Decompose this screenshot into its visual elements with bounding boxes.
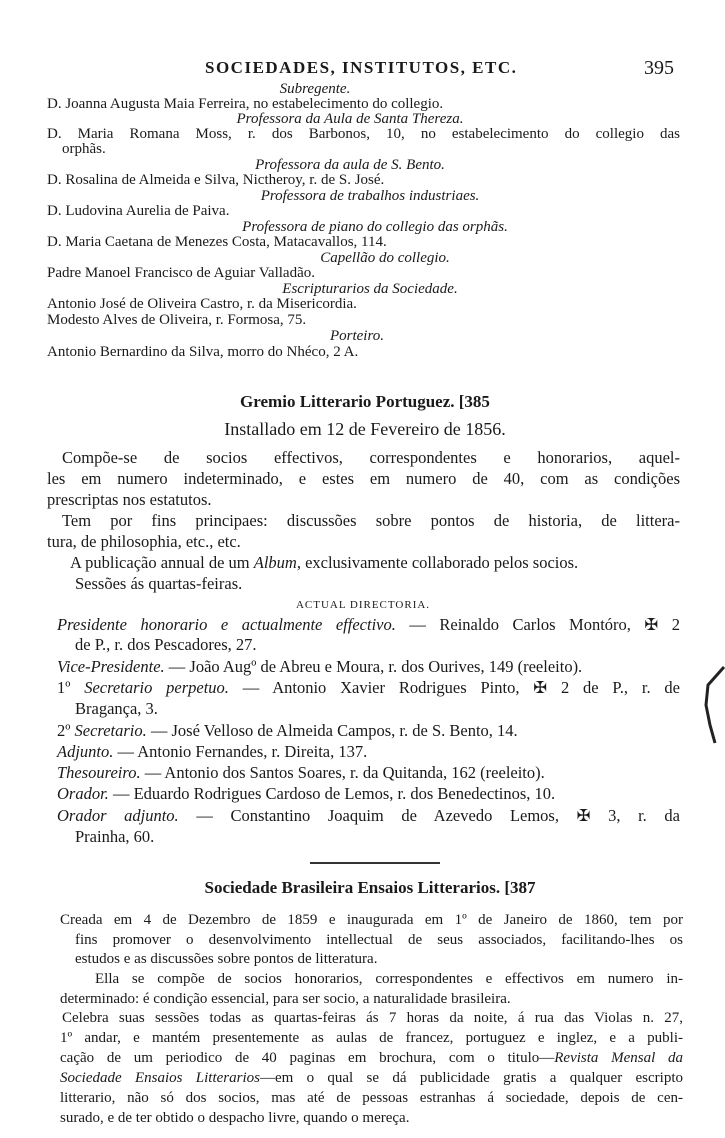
role-heading: Escripturarios da Sociedade. (282, 281, 458, 297)
role-heading: Porteiro. (329, 328, 385, 344)
staff-entry: D. Maria Caetana de Menezes Costa, Matacavallos, 114. (47, 234, 387, 250)
paragraph-line: Compõe-se de socios effectivos, correspondentes e honorarios, aquel- (62, 449, 680, 467)
paragraph-line: Ella se compõe de socios honorarios, correspondentes e effectivos em numero in- (95, 971, 683, 987)
role: Adjunto. (57, 742, 114, 761)
role-heading: Professora da aula de S. Bento. (255, 157, 445, 173)
paragraph-line: prescriptas nos estatutos. (47, 490, 212, 509)
paragraph-line: les em numero indeterminado, e estes em numero de 40, com as condições (47, 470, 680, 488)
page-number: 395 (644, 57, 674, 79)
staff-entry: D. Rosalina de Almeida e Silva, Nictheroy, r. de S. José. (47, 172, 385, 188)
paragraph-line: fins promover o desenvolvimento intellectual de seus associados, facilitando-lhes os (75, 932, 683, 948)
directory-entry (57, 679, 680, 697)
staff-entry: D. Joanna Augusta Maia Ferreira, no estabelecimento do collegio. (47, 96, 444, 112)
paragraph-line: determinado: é condição essencial, para ser socio, a naturalidade brasileira. (60, 991, 511, 1007)
prefix: 1º (57, 679, 85, 697)
staff-entry: Padre Manoel Francisco de Aguiar Valladão. (47, 265, 315, 281)
directory-entry (57, 807, 680, 825)
section-divider (310, 862, 440, 864)
text: — Constantino Joaquim de Azevedo Lemos, ✠ 3, r. da (178, 807, 680, 825)
text: —em o qual se dá publicidade gratis a qualquer escripto (259, 1070, 683, 1086)
role-heading: Capellão do collegio. (320, 250, 450, 266)
paragraph-line (70, 554, 578, 572)
paragraph-line (60, 1049, 683, 1067)
prefix: 2º (57, 721, 75, 740)
staff-entry: Antonio José de Oliveira Castro, r. da Misericordia. (47, 296, 357, 312)
section-title: Gremio Litterario Portuguez. [385 (240, 392, 490, 411)
directory-entry (57, 616, 680, 634)
staff-entry: D. Maria Romana Moss, r. dos Barbonos, 10, no estabelecimento do collegio das (47, 126, 680, 142)
staff-entry: Antonio Bernardino da Silva, morro do Nhéco, 2 A. (47, 344, 359, 360)
paragraph-line: tura, de philosophia, etc., etc. (47, 532, 241, 551)
text: — Antonio Xavier Rodrigues Pinto, ✠ 2 de P., r. de (228, 679, 680, 697)
directory-entry (57, 785, 555, 803)
role-heading: Professora de piano do collegio das orphãs. (242, 219, 508, 235)
running-title: SOCIEDADES, INSTITUTOS, ETC. (205, 58, 518, 77)
staff-entry: D. Ludovina Aurelia de Paiva. (47, 203, 230, 219)
directory-entry (57, 743, 367, 761)
role-heading: Professora de trabalhos industriaes. (260, 188, 480, 204)
text: — José Velloso de Almeida Campos, r. de S. Bento, 14. (146, 721, 518, 740)
margin-bracket-mark (700, 665, 725, 745)
role-heading: Professora da Aula de Santa Thereza. (236, 111, 464, 127)
text: — Eduardo Rodrigues Cardoso de Lemos, r. dos Benedectinos, 10. (108, 784, 556, 803)
text: cação de um periodico de 40 paginas em brochura, com o titulo— (60, 1050, 555, 1066)
role: Orador. (57, 784, 109, 803)
paragraph-line: Sessões ás quartas-feiras. (75, 574, 243, 593)
directory-entry (57, 658, 582, 676)
directory-entry-cont: de P., r. dos Pescadores, 27. (75, 635, 257, 654)
role-heading: Subregente. (279, 81, 351, 97)
paragraph-line: litterario, não só dos socios, mas até de pessoas estranhas á sociedade, depois de cen- (60, 1090, 683, 1106)
section-title: Sociedade Brasileira Ensaios Litterarios. [387 (204, 878, 536, 897)
role: Secretario perpetuo. (84, 679, 229, 697)
periodical-title: Sociedade Ensaios Litterarios (60, 1070, 260, 1086)
directory-entry-cont: Bragança, 3. (75, 699, 158, 718)
paragraph-line: surado, e de ter obtido o despacho livre, quando o mereça. (60, 1110, 410, 1126)
paragraph-line: Creada em 4 de Dezembro de 1859 e inaugurada em 1º de Janeiro de 1860, tem por (60, 912, 683, 928)
text: A publicação annual de um (70, 553, 254, 572)
text: — Antonio Fernandes, r. Direita, 137. (113, 742, 368, 761)
section-subtitle: Installado em 12 de Fevereiro de 1856. (224, 419, 506, 439)
directory-entry (57, 722, 518, 740)
album-title: Album (253, 553, 297, 572)
paragraph-line: Celebra suas sessões todas as quartas-feiras ás 7 horas da noite, á rua das Violas n. 27, (62, 1010, 683, 1026)
role: Presidente honorario e actualmente effectivo. (57, 616, 396, 634)
text: — João Augº de Abreu e Moura, r. dos Ourives, 149 (reeleito). (164, 657, 583, 676)
directory-heading: ACTUAL DIRECTORIA. (295, 599, 431, 611)
paragraph-line: 1º andar, e mantém presentemente as aulas de francez, portuguez e inglez, e a publi- (60, 1030, 683, 1046)
staff-entry: Modesto Alves de Oliveira, r. Formosa, 75. (47, 312, 307, 328)
directory-entry-cont: Prainha, 60. (75, 827, 155, 846)
text: — Reinaldo Carlos Montóro, ✠ 2 (395, 616, 680, 634)
role: Thesoureiro. (57, 763, 141, 782)
role: Secretario. (74, 721, 147, 740)
directory-entry (57, 764, 545, 782)
role: Vice-Presidente. (57, 657, 165, 676)
paragraph-line: Tem por fins principaes: discussões sobre pontos de historia, de littera- (62, 512, 680, 530)
role: Orador adjunto. (57, 807, 179, 825)
staff-entry-cont: orphãs. (62, 141, 106, 157)
periodical-title: Revista Mensal da (554, 1050, 683, 1066)
paragraph-line: estudos e as discussões sobre pontos de litteratura. (75, 951, 378, 967)
text: — Antonio dos Santos Soares, r. da Quitanda, 162 (reeleito). (140, 763, 545, 782)
paragraph-line (60, 1069, 683, 1087)
text: , exclusivamente collaborado pelos socios. (296, 553, 579, 572)
